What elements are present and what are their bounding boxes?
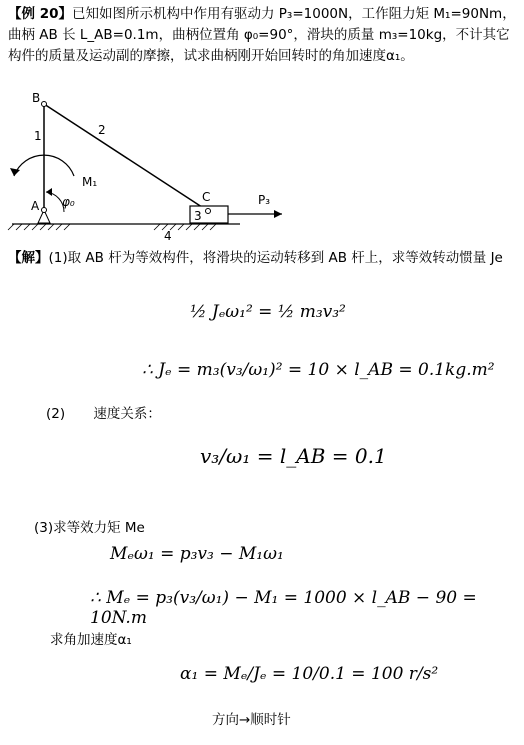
force-p3-head xyxy=(274,210,282,218)
joint-c xyxy=(206,209,211,214)
equation-me: ∴ Mₑ = p₃(v₃/ω₁) − M₁ = 1000 × l_AB − 90 = 10N.m xyxy=(90,588,477,628)
solution-tag: 【解】 xyxy=(8,250,49,266)
equation-kinetic-energy: ½ Jₑω₁² = ½ m₃v₃² xyxy=(190,302,346,322)
direction-note: 方向→顺时针 xyxy=(212,712,291,728)
equation-je: ∴ Jₑ = m₃(v₃/ω₁)² = 10 × l_AB = 0.1kg.m² xyxy=(142,360,495,380)
mechanism-diagram xyxy=(0,84,300,244)
step2-num: (2) xyxy=(46,406,66,422)
equation-alpha: α₁ = Mₑ/Jₑ = 10/0.1 = 100 r/s² xyxy=(180,664,439,684)
equation-velocity: v₃/ω₁ = l_AB = 0.1 xyxy=(200,444,387,468)
label-a: A xyxy=(31,199,40,213)
label-link3: 3 xyxy=(194,209,202,223)
joint-a xyxy=(42,208,47,213)
label-m1: M₁ xyxy=(82,175,98,189)
label-link1: 1 xyxy=(34,129,42,143)
solution-step1 xyxy=(8,248,516,269)
solution-step4: 求角加速度α₁ xyxy=(50,632,132,648)
solution-step2 xyxy=(46,404,346,425)
equation-me-omega: Mₑω₁ = p₃v₃ − M₁ω₁ xyxy=(110,544,284,564)
problem-tag: 【例 20】 xyxy=(8,6,72,22)
label-p3: P₃ xyxy=(258,193,271,207)
solution-step3: (3)求等效力矩 Me xyxy=(34,520,145,536)
step2-text: 速度关系： xyxy=(93,406,161,422)
label-link2: 2 xyxy=(98,123,106,137)
problem-text: 已知如图所示机构中作用有驱动力 P₃=1000N，工作阻力矩 M₁=90Nm，曲柄 AB 长 L_AB=0.1m，曲柄位置角 φ₀=90°，滑块的质量 m₃=10kg，不计其它构件的质量及运动副的摩擦，试求曲柄刚开始回转时的角加速度α₁。 xyxy=(8,6,516,64)
angle-phi0-head xyxy=(46,188,52,196)
label-b: B xyxy=(32,91,41,105)
problem-statement xyxy=(8,4,516,67)
label-link4: 4 xyxy=(164,229,172,243)
step1-text: (1)取 AB 杆为等效构件，将滑块的运动转移到 AB 杆上，求等效转动惯量 Je xyxy=(48,250,503,266)
label-c: C xyxy=(202,190,211,204)
label-phi0: φ₀ xyxy=(62,195,75,209)
moment-m1-head xyxy=(10,168,20,176)
joint-b xyxy=(42,102,47,107)
ground-hatch xyxy=(8,224,216,230)
